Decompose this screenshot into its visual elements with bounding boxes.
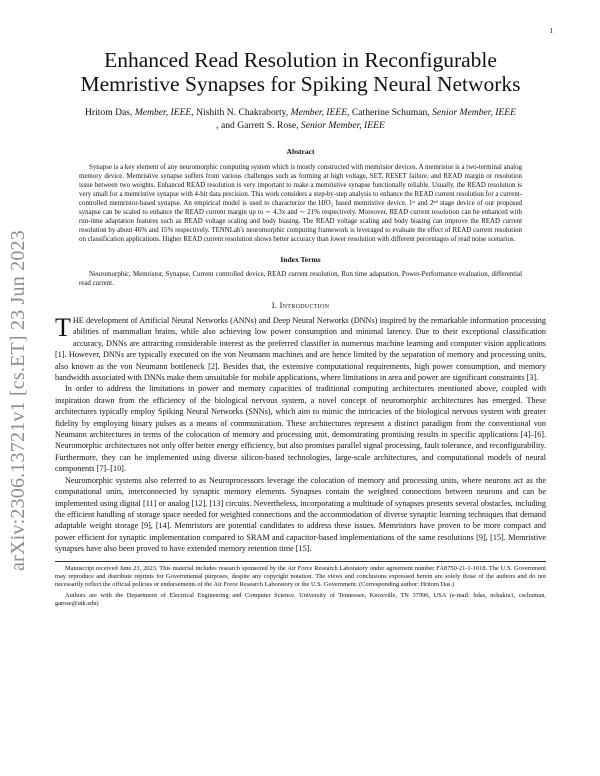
intro-paragraph-1 [55, 315, 546, 383]
section-number: I. [271, 301, 280, 310]
footnote-divider [55, 561, 546, 562]
paper-body [55, 48, 546, 608]
intro-paragraph-3: Neuromorphic systems also referred to as Neuroprocessors leverage the colocation of memory and processing units, where neurons act as the computational units, interconnected by synaptic memory elements. Synapses contain the weighted connections between neurons and can be implemented using digital [11] or analog [12], [13] circuits. Nevertheless, incorporating a multitude of synapses presents several obstacles, including the efficient handling of storage space needed for weighted connections and the accommodation of diverse synaptic learning techniques that demand adaptable weight storage [9], [14]. Memristors are potential candidates to address these issues. Memristors have proven to be more compact and power efficient for synaptic implementation compared to SRAM and capacitor-based implementations of the same resolutions [9], [15]. Memristive synapses have also been proved to have extended memory retention time [15]. [55, 475, 546, 554]
section-title: Introduction [279, 301, 330, 310]
footnote-manuscript: Manuscript received June 23, 2023. This material includes research sponsored by the Air Force Research Laboratory under agreement number FA8750-21-1-1018. The U.S. Government may reproduce and distribute reprints for Governmental purposes, despite any copyright notation. The views and conclusions expressed herein are solely those of the authors and do not necessarily reflect the official policies or endorsements of the Air Force Research Laboratory or the U.S. Government. (Corresponding author: Hritom Das.) [55, 564, 546, 588]
footnote-affiliation: Authors are with the Department of Electrical Engineering and Computer Science, University of Tennessee, Knoxville, TN 37996, USA (e-mail: hdas, nchakra1, cschuman, garose@utk.edu) [55, 591, 546, 607]
page-number: 1 [549, 27, 553, 35]
author-list [55, 106, 546, 132]
abstract-heading: Abstract [286, 147, 315, 156]
author-2-role: Member, IEEE [290, 107, 348, 118]
abstract-text: Synapse is a key element of any neuromorphic computing system which is mostly constructed with memristor devices. A memristor is a two-terminal analog memory device. Memristive synapse suffers from various challenges such as forming at high voltage, SET, RESET failure, and READ margin or resolution issue between two weights. Enhanced READ resolution is very important to make a memristive synapse functionally reliable. Usually, the READ resolution is very small for a memristive synapse with 4-bit data precision. This work considers a step-by-step analysis to enhance the READ current resolution for a current-controlled memristor-based synapse. An empirical model is used to characterize the HfO₂ based memristive device. 1ˢᵗ and 2ⁿᵈ stage device of our proposed synapse can be scaled to enhance the READ current margin up to ∼ 4.3x and ∼ 21% respectively. Moreover, READ current resolution can be enhanced with run-time adaptation features such as READ voltage scaling and body biasing. The READ voltage scaling and body biasing can improve the READ current resolution by about 46% and 15% respectively. TENNLab's neuromorphic computing framework is leveraged to evaluate the effect of READ current resolution on classification applications. Higher READ current resolution shows better accuracy than lower resolution with different percentages of read noise scenarios. [79, 164, 522, 243]
arxiv-stamp [2, 170, 34, 630]
author-4-role: Senior Member, IEEE [300, 120, 385, 131]
arxiv-identifier[interactable]: arXiv:2306.13721v1 [cs.ET] 23 Jun 2023 [6, 229, 29, 571]
author-4-name: , and Garrett S. Rose, [216, 120, 301, 131]
intro-paragraph-2: In order to address the limitations in power and memory capacities of traditional computing architectures mentioned above, coupled with inspiration drawn from the efficiency of the biological nervous system, a novel concept of neuromorphic architectures has emerged. These architectures typically employ Spiking Neural Networks (SNNs), which aim to mimic the intricacies of the biological nervous system with greater fidelity by employing binary pulses as a means of communication. These architectures represent a distinct paradigm from the conventional von Neumann architectures in terms of the colocation of memory and processing unit, demonstrating promising results in specific applications [4]–[6]. Neuromorphic architectures not only offer better energy efficiency, but also promises parallel signal processing, fault tolerance, and reconfigurability. Furthermore, they can be implemented using diverse silicon-based technologies, large-scale architectures, and computational models of neural components [7]–[10]. [55, 384, 546, 474]
author-2-name: , Nishith N. Chakraborty, [191, 107, 291, 118]
section-heading [55, 301, 546, 310]
intro-paragraph-1-text: HE development of Artificial Neural Networks (ANNs) and Deep Neural Networks (DNNs) inspired by the remarkable information processing abilities of mammalian brains, while also achieving low power consumption and minimal latency. Due to their exceptional classification accuracy, DNNs are attracting considerable interest as the preferred classifier in numerous machine learning and computer vision applications [1]. However, DNNs are typically executed on the von Neumann machines and are hence limited by the separation of memory and processing units, also known as the von Neumann bottleneck [2]. Besides that, the extensive computational requirements, high power consumption, and memory bandwidth associated with DNNs make them unsuitable for mobile applications, where limitations in area and power are significant constraints [3]. [55, 316, 546, 383]
index-terms-text: Neuromorphic, Memristor, Synapse, Current controlled device, READ current resolution, Run time adaptation, Power-Performance evaluation, differential read current. [79, 271, 522, 287]
author-1-name: Hritom Das, [84, 107, 135, 118]
author-3-name: , Catherine Schuman, [347, 107, 433, 118]
index-terms-heading: Index Terms [280, 255, 321, 264]
drop-cap: T [55, 313, 71, 342]
author-3-role: Senior Member, IEEE [432, 107, 517, 118]
author-1-role: Member, IEEE [134, 107, 192, 118]
paper-title: Enhanced Read Resolution in Reconfigurable Memristive Synapses for Spiking Neural Networks [80, 48, 521, 96]
